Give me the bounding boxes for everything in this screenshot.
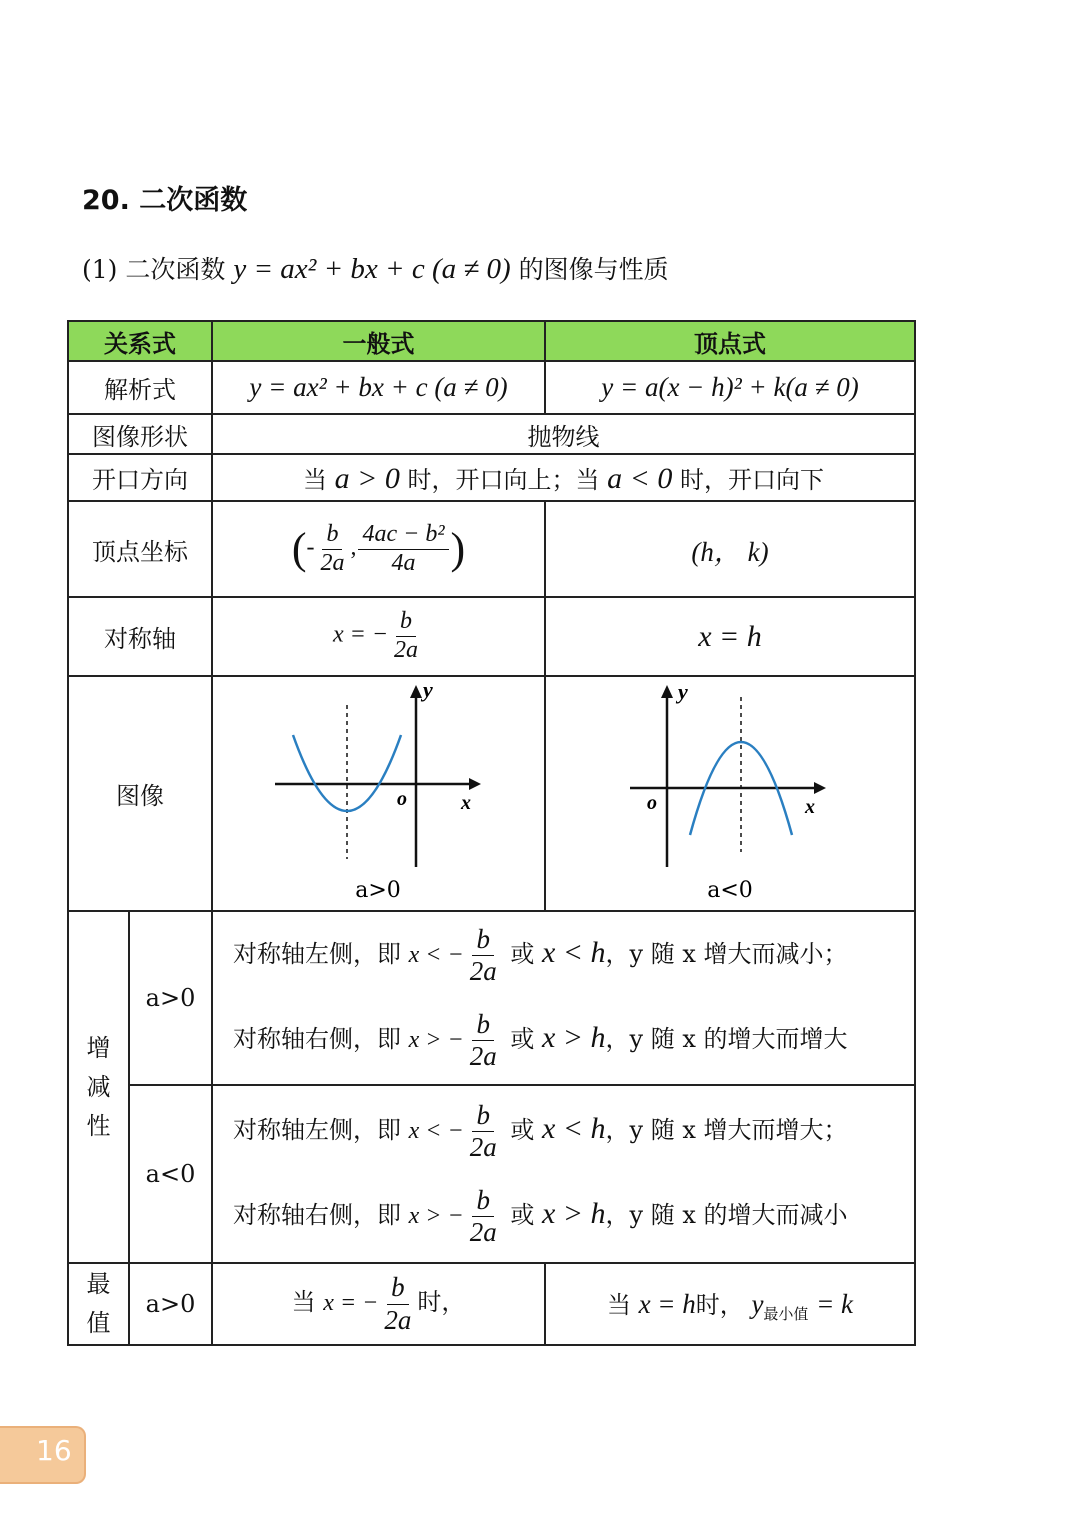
monotonic-neg-content xyxy=(212,1085,915,1263)
label-axis: 对称轴 xyxy=(68,597,212,676)
cond-a-positive: a>0 xyxy=(129,911,212,1085)
mn-right-text1: 对称轴右侧，即 xyxy=(233,1201,401,1230)
extreme-general-den: 2a xyxy=(384,1304,412,1335)
header-relation: 关系式 xyxy=(68,321,212,361)
opening-text-1: 当 xyxy=(302,465,327,494)
opening-value xyxy=(212,454,915,501)
paren-left: ( xyxy=(291,524,307,573)
mp-right-den: 2a xyxy=(469,1041,497,1072)
analytic-vertex: y = a(x − h)² + k(a ≠ 0) xyxy=(545,361,915,414)
extreme-vertex-rhs: = k xyxy=(816,1288,854,1319)
mn-left-fraction xyxy=(466,1100,501,1163)
mp-left-num: b xyxy=(472,924,494,956)
mp-left-lhs: x < − xyxy=(408,941,464,968)
vertex-general: (- $\frac{b}{2a}$ , $\frac{\text{4ac − b²}}{4a}$ ) xyxy=(212,501,545,597)
label-analytic: 解析式 xyxy=(68,361,212,414)
mn-right-text2: ，y 随 x 的增大而减小 xyxy=(605,1201,848,1230)
mp-left-text1: 对称轴左侧，即 xyxy=(233,939,401,968)
mp-right-or: 或 xyxy=(510,1025,535,1054)
monotonic-neg-left xyxy=(233,1100,914,1163)
mn-left-num: b xyxy=(472,1100,494,1132)
mn-left-alt: x < h xyxy=(541,1111,606,1145)
mp-left-or: 或 xyxy=(510,939,535,968)
extreme-general-lhs: x = − xyxy=(323,1290,379,1317)
extreme-vertex-ysub: 最小值 xyxy=(763,1304,809,1323)
monotonic-neg-right xyxy=(233,1185,914,1248)
caption-a-negative: a<0 xyxy=(707,878,753,903)
mn-left-lhs: x < − xyxy=(408,1117,464,1144)
extreme-general-fraction xyxy=(380,1272,415,1335)
cond-a-negative: a<0 xyxy=(129,1085,212,1263)
opening-cond-1: a > 0 xyxy=(334,461,400,495)
mp-right-fraction xyxy=(466,1009,501,1072)
page-number: 16 xyxy=(36,1434,72,1467)
vertex-y-fraction xyxy=(358,521,448,577)
table-row-graph xyxy=(68,676,915,911)
subtitle-formula: y = ax² + bx + c (a ≠ 0) xyxy=(233,253,511,285)
monotonic-char-2: 减 xyxy=(86,1072,111,1101)
mn-right-fraction xyxy=(466,1185,501,1248)
axis-den: 2a xyxy=(394,637,419,663)
vertex-x-fraction xyxy=(316,521,348,577)
extreme-vertex-text1: 当 xyxy=(606,1290,631,1319)
label-graph: 图像 xyxy=(68,676,212,911)
mp-left-alt: x < h xyxy=(541,935,606,969)
mn-right-or: 或 xyxy=(510,1201,535,1230)
extreme-char-1: 最 xyxy=(86,1270,111,1298)
table-row-axis xyxy=(68,597,915,676)
axis-general xyxy=(212,597,545,676)
extreme-general-num: b xyxy=(387,1272,409,1304)
monotonic-pos-content xyxy=(212,911,915,1085)
origin-label: o xyxy=(397,788,407,810)
vertex-y-num: 4ac − b² xyxy=(358,521,448,550)
label-monotonic xyxy=(68,911,129,1263)
y-axis-arrow-2 xyxy=(661,685,673,698)
x-axis-label-2: x xyxy=(805,796,815,818)
mn-right-den: 2a xyxy=(469,1217,497,1248)
monotonic-char-1: 增 xyxy=(86,1033,111,1062)
table-row-analytic xyxy=(68,361,915,414)
x-axis-arrow-2 xyxy=(814,782,826,794)
extreme-label-chars xyxy=(84,1265,114,1343)
quadratic-properties-table xyxy=(67,320,916,1346)
table-row-shape xyxy=(68,414,915,454)
mn-left-or: 或 xyxy=(510,1115,535,1144)
mn-right-alt: x > h xyxy=(541,1197,606,1231)
y-axis-label-2: y xyxy=(678,679,688,704)
mp-left-fraction xyxy=(466,924,501,987)
extreme-general-text2: 时， xyxy=(417,1288,466,1317)
mn-left-den: 2a xyxy=(469,1131,497,1162)
mp-right-text1: 对称轴右侧，即 xyxy=(233,1025,401,1054)
vertex-x-den: 2a xyxy=(320,549,345,576)
extreme-vertex-text2: 时， xyxy=(695,1290,744,1319)
extreme-general-text1: 当 xyxy=(291,1288,316,1317)
mp-left-den: 2a xyxy=(469,955,497,986)
mp-right-num: b xyxy=(472,1009,494,1041)
mn-left-text2: ，y 随 x 增大而增大； xyxy=(605,1115,848,1144)
mp-left-text2: ，y 随 x 增大而减小； xyxy=(605,939,848,968)
header-vertex: 顶点式 xyxy=(545,321,915,361)
x-axis-label: x xyxy=(461,792,471,814)
graph-down-parabola xyxy=(546,677,914,910)
extreme-cond: a>0 xyxy=(129,1263,212,1345)
opening-text-2: 时，开口向上；当 xyxy=(407,465,600,494)
section-title: 20. 二次函数 xyxy=(82,185,248,216)
table-row-vertex xyxy=(68,501,915,597)
label-vertex: 顶点坐标 xyxy=(68,501,212,597)
opening-text-3: 时，开口向下 xyxy=(680,465,825,494)
shape-value: 抛物线 xyxy=(212,414,915,454)
table-row-extreme xyxy=(68,1263,915,1345)
axis-fraction xyxy=(390,608,422,664)
subtitle-suffix: 的图像与性质 xyxy=(518,255,669,284)
header-general: 一般式 xyxy=(212,321,545,361)
mp-right-lhs: x > − xyxy=(408,1027,464,1054)
label-extreme xyxy=(68,1263,129,1345)
mp-right-text2: ，y 随 x 的增大而增大 xyxy=(605,1025,848,1054)
origin-label-2: o xyxy=(647,792,657,814)
mn-left-text1: 对称轴左侧，即 xyxy=(233,1115,401,1144)
axis-lhs: x = − xyxy=(332,622,389,649)
label-shape: 图像形状 xyxy=(68,414,212,454)
opening-cond-2: a < 0 xyxy=(607,461,673,495)
graph-up-parabola xyxy=(213,677,543,910)
subtitle xyxy=(82,250,669,286)
graph-up-cell xyxy=(212,676,545,911)
mn-right-num: b xyxy=(472,1185,494,1217)
table-row-monotonic-neg xyxy=(68,1085,915,1263)
monotonic-pos-right xyxy=(233,1009,914,1072)
paren-right: ) xyxy=(450,524,466,573)
extreme-general xyxy=(212,1263,545,1345)
monotonic-label-chars xyxy=(84,1029,114,1146)
table-header-row xyxy=(68,321,915,361)
y-axis-label: y xyxy=(423,677,433,702)
table-row-monotonic-pos xyxy=(68,911,915,1085)
caption-a-positive: a>0 xyxy=(355,878,401,903)
axis-num: b xyxy=(396,608,416,637)
analytic-general: y = ax² + bx + c (a ≠ 0) xyxy=(212,361,545,414)
mp-right-alt: x > h xyxy=(541,1021,606,1055)
mn-right-lhs: x > − xyxy=(408,1203,464,1230)
extreme-char-2: 值 xyxy=(86,1309,111,1337)
monotonic-pos-left xyxy=(233,924,914,987)
extreme-vertex xyxy=(545,1263,915,1345)
label-opening: 开口方向 xyxy=(68,454,212,501)
x-axis-arrow xyxy=(469,778,481,790)
extreme-vertex-lhs: x = h xyxy=(638,1288,696,1319)
subtitle-prefix: (1) 二次函数 xyxy=(82,255,226,284)
table-row-opening xyxy=(68,454,915,501)
y-axis-arrow xyxy=(410,685,422,698)
vertex-x-num: b xyxy=(322,521,342,550)
vertex-y-den: 4a xyxy=(391,549,416,576)
axis-vertex-form: x = h xyxy=(545,597,915,676)
extreme-vertex-y: y xyxy=(751,1288,764,1319)
monotonic-char-3: 性 xyxy=(86,1111,111,1140)
graph-down-cell xyxy=(545,676,915,911)
vertex-vertex-form: (h， k) xyxy=(545,501,915,597)
